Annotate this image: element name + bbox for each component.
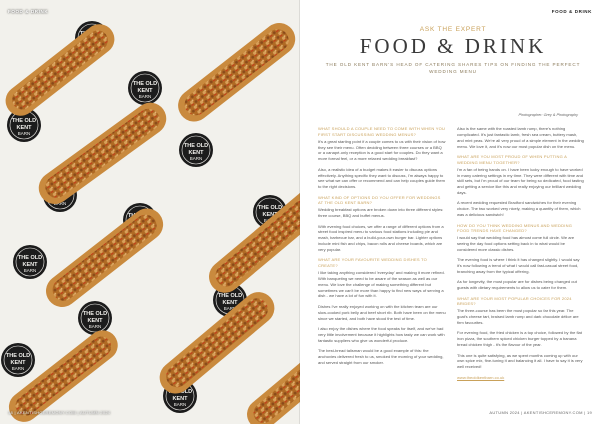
answer: The evening food is where I think it has changed slightly. I would say it's now following a trend of what I would call fast-casual street food, branching away from the typical offering. [457, 257, 580, 275]
qa-block [457, 126, 585, 149]
answer: As for longevity, the most popular are for dishes being changed out guests with dietary requirements to allow us to cater for them. [457, 279, 577, 291]
question: WHAT ARE YOUR MOST POPULAR CHOICES FOR 2024 BRIDES? [457, 295, 572, 307]
question: WHAT ARE YOU MOST PROUD OF WHEN PUTTING A WEDDING MENU TOGETHER? [457, 153, 567, 165]
right-page [300, 0, 600, 424]
qa-block [457, 200, 585, 218]
answer: Also is the same with the roasted lamb rump, there's nothing complicated. It's just fantastic lamb, fresh sea cream, buttery mash, and mint peas. We're all very proud of a simple element in the wedding menu. We love it, and it's now our most popular dish on the menu. [457, 126, 584, 149]
qa-block [457, 279, 585, 291]
article-column-1 [318, 126, 446, 370]
article-column-2 [457, 126, 585, 380]
qa-block [457, 257, 585, 275]
qa-block [318, 167, 446, 190]
qa-block [318, 304, 446, 322]
qa-block [457, 353, 585, 371]
qa-block [318, 348, 446, 366]
title-block [318, 26, 588, 75]
running-head-left: FOOD & DRINK [8, 9, 49, 14]
answer: Dishes I've really enjoyed working on with the kitchen team are our slow-cooked pork belly and beef short rib. Both have been on the menu since we started, and both have stood the test of time. [318, 303, 446, 321]
page-footer-right: AUTUMN 2024 | AKENTISHCEREMONY.COM | 19 [489, 410, 592, 415]
qa-block [318, 224, 446, 253]
answer: It's a great starting point if a couple comes to us with their vision of how they see their menu. Often deciding between three courses or a BBQ or a canapé-only reception is a good start for couples. Do they want a more formal feel, or a more relaxed wedding breakfast? [318, 138, 446, 162]
qa-block [457, 296, 585, 326]
qa-block [318, 257, 446, 299]
kicker: ASK THE EXPERT [419, 26, 487, 33]
question: HOW DO YOU THINK WEDDING MENUS AND WEDDING FOOD TRENDS HAVE CHANGED? [457, 222, 573, 234]
question: WHAT SHOULD A COUPLE NEED TO COME WITH WHEN YOU FIRST START DISCUSSING WEDDING MENUS? [318, 126, 446, 137]
qa-block [457, 223, 585, 253]
answer: A recent wedding requested Bradford sandwiches for their evening choice. The two worked very nicely, making a quantity of them, which was a delicious sandwich! [457, 200, 581, 218]
answer: For evening food, the fried chicken is a top choice, followed by the flat iron pizza, the southern spiced chicken burger topped by a banana bread chicken thigh - it's the flavour of the year. [457, 330, 582, 348]
answer: I'm a fan of being hands on. I have been lucky enough to have worked in many catering settings in my time. They were different with time and skill sets, but I'm proud of our team for being so dedicated, food tasting and getting a service like this and really enjoying our brilliant wedding days. [457, 166, 584, 196]
qa-block [457, 330, 585, 348]
website-link[interactable]: www.theoldkentbarn.co.uk [457, 374, 505, 380]
answer: The best-bread talisman would be a good example of this: the anchovies delivered fresh to us, smoked the morning of your wedding, and served straight from our smoker. [318, 348, 444, 365]
question: WHAT KIND OF OPTIONS DO YOU OFFER FOR WEDDINGS AT THE OLD KENT BARN? [318, 194, 441, 206]
answer: This one is quite satisfying, as we spent months coming up with our own spice mix, fine-tuning it and balancing it all. I have to say it is very well received! [457, 352, 583, 370]
page-title: FOOD & DRINK [359, 34, 547, 58]
qa-block [318, 126, 446, 162]
answer: With evening food choices, we offer a range of different options from a street food inspired menu to various food stations including pie and mash, barbecue bar, and a build-your-own burger bar. Lighter options include mini fish and chips, bacon rolls and cheese boards, which are very popular. [318, 223, 444, 252]
question: WHAT ARE YOUR FAVOURITE WEDDING DISHES TO CREATE? [318, 257, 427, 269]
answer: I would say that wedding food has almost come full circle. We are seeing the day food options setting back in to what would be considered more classic dishes. [457, 235, 575, 252]
qa-block [318, 326, 446, 344]
answer: The three-course has been the most popular so far this year. The goat's cheese tart, braised lamb rump and dark chocolate délice are firm favourites. [457, 308, 579, 326]
answer: I like taking anything considered 'everyday' and making it more refined. With banqueting we need to be aware of the season as well as our menu. We love the challenge of making something different but sometimes we can't be more than happy to find new ways of serving a dish - we have a lot of fun with it. [318, 270, 445, 299]
answer: I also enjoy the dishes where the food speaks for itself, and we've had very little involvement because it highlights how tasty we can work with fantastic suppliers who give us wonderful produce. [318, 325, 445, 343]
qa-block [318, 195, 446, 219]
answer: Also, a realistic idea of a budget makes it easier to discuss options effectively. Anything specific they want to discuss, I'm always happy to see what we can offer or recommend and can help couples guide them to the right decisions. [318, 166, 446, 190]
running-head-right: FOOD & DRINK [551, 9, 592, 14]
photo-credit: Photographer: Grey & Photography [518, 113, 578, 117]
qa-block [457, 154, 585, 196]
standfirst: THE OLD KENT BARN'S HEAD OF CATERING SHARES TIPS ON FINDING THE PERFECT WEDDING MENU [325, 62, 581, 74]
page-footer-left: 18 | AKENTISHCEREMONY.COM | AUTUMN 2024 [8, 410, 111, 415]
answer: Wedding breakfast options are broken down into three different styles: three course, BBQ and buffet menus. [318, 207, 444, 219]
